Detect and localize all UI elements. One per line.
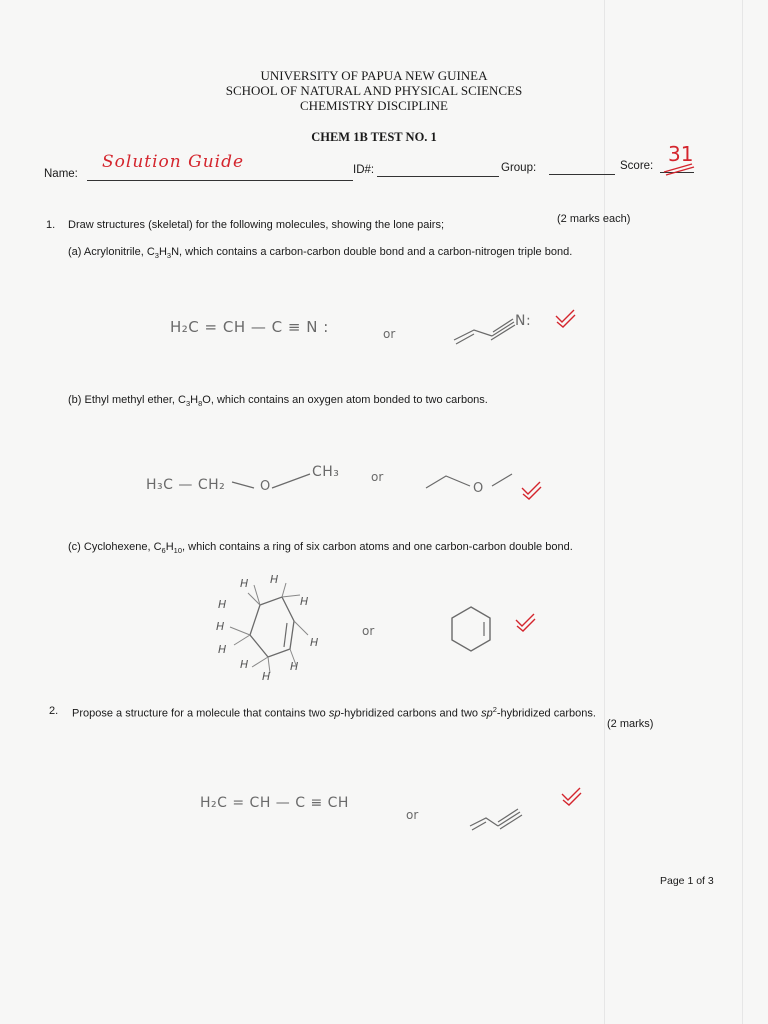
discipline-name: CHEMISTRY DISCIPLINE (300, 98, 448, 113)
q1b-skeletal-structure (424, 470, 514, 498)
q1c-h-label: H (216, 620, 225, 633)
q1c-h-label: H (290, 660, 299, 673)
q1c-or: or (362, 624, 375, 638)
q1b-skeletal-oxygen: O (473, 481, 484, 496)
q1c-h-label: H (240, 658, 249, 671)
q1c-h-label: H (218, 598, 227, 611)
q1c-check-mark (514, 612, 538, 632)
group-line (549, 174, 615, 175)
q1a-text: (a) Acrylonitrile, $C_3H_3N$, which contains a carbon-carbon double bond and a carbon-nitrogen triple bond. (68, 246, 573, 261)
q1c-text: (c) Cyclohexene, $C_6H_{10}$, which contains a ring of six carbon atoms and one carbon-carbon double bond. (68, 541, 573, 556)
q2-condensed-structure: H₂C = CH — C ≡ CH (200, 795, 349, 811)
university-name: UNIVERSITY OF PAPUA NEW GUINEA (260, 68, 488, 83)
scan-edge-line (742, 0, 743, 1024)
q1c-h-label: H (262, 670, 271, 683)
q1-marks: (2 marks each) (557, 213, 631, 225)
q2-skeletal-structure (468, 806, 538, 832)
q2-check-mark (560, 786, 584, 806)
test-title: CHEM 1B TEST NO. 1 (311, 130, 437, 144)
q1c-h-label: H (300, 595, 309, 608)
q1b-condensed-ch3: CH₃ (312, 464, 340, 480)
q1c-h-label: H (240, 577, 249, 590)
q1b-condensed-oxygen: O (260, 479, 271, 494)
q1c-expanded-cyclohexene (210, 575, 330, 685)
group-label: Group: (501, 162, 537, 174)
score-value: 31 (668, 142, 694, 166)
page-number: Page 1 of 3 (660, 875, 714, 887)
school-name: SCHOOL OF NATURAL AND PHYSICAL SCIENCES (225, 83, 523, 98)
q1b-condensed-bonds (232, 468, 322, 498)
scan-edge-line (604, 0, 605, 1024)
q2-text: Propose a structure for a molecule that contains two sp-hybridized carbons and two $sp^2$-hybridized carbons. (72, 705, 596, 720)
score-tick-marks (662, 160, 696, 176)
q1b-check-mark (520, 480, 544, 500)
id-label: ID#: (353, 164, 375, 176)
q1b-condensed-left: H₃C — CH₂ (146, 477, 226, 493)
q1c-h-label: H (310, 636, 319, 649)
q1-text: Draw structures (skeletal) for the following molecules, showing the lone pairs; (68, 219, 444, 231)
name-line (87, 180, 353, 181)
id-line (377, 176, 499, 177)
q2-number: 2. (49, 705, 59, 717)
q1-number: 1. (46, 219, 56, 231)
q2-marks: (2 marks) (607, 718, 654, 730)
q2-or: or (406, 808, 419, 822)
q1a-condensed-structure: H₂C = CH — C ≡ N : (170, 318, 329, 336)
name-value: Solution Guide (102, 152, 245, 172)
q1c-skeletal-cyclohexene (446, 604, 496, 654)
q1c-h-label: H (270, 573, 279, 586)
q1a-skeletal-n: N: (515, 313, 532, 329)
score-label: Score: (620, 160, 654, 172)
q1b-text: (b) Ethyl methyl ether, $C_3H_8O$, which contains an oxygen atom bonded to two carbons. (68, 394, 488, 409)
q1a-check-mark (554, 308, 578, 328)
name-label: Name: (44, 168, 78, 180)
q1a-or: or (383, 327, 396, 341)
q1c-h-label: H (218, 643, 227, 656)
q1b-or: or (371, 470, 384, 484)
